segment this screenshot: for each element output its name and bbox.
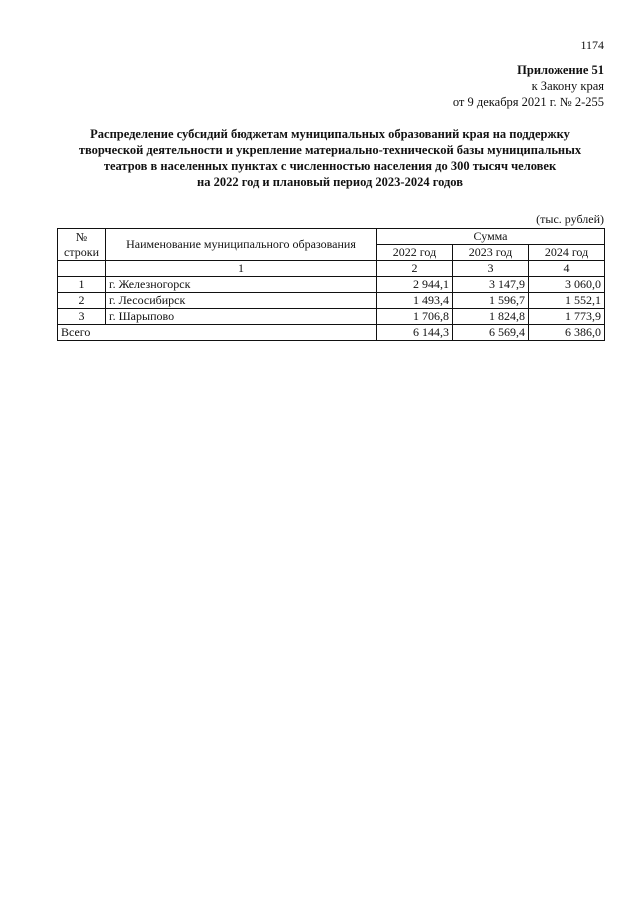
total-2023: 6 569,4 (453, 325, 529, 341)
municipality-name: г. Шарыпово (106, 309, 377, 325)
column-number-row (58, 261, 605, 277)
header-row-number (58, 229, 106, 261)
row-number: 3 (58, 309, 106, 325)
municipality-name: г. Железногорск (106, 277, 377, 293)
value-2022: 1 706,8 (377, 309, 453, 325)
total-2024: 6 386,0 (529, 325, 605, 341)
total-label: Всего (58, 325, 377, 341)
table-row (58, 277, 605, 293)
column-number: 3 (453, 261, 529, 277)
appendix-block (453, 62, 604, 110)
column-number: 2 (377, 261, 453, 277)
row-number: 2 (58, 293, 106, 309)
value-2024: 1 773,9 (529, 309, 605, 325)
title-line: театров в населенных пунктах с численностью населения до 300 тысяч человек (103, 159, 557, 173)
value-2023: 1 824,8 (453, 309, 529, 325)
header-year-2023: 2023 год (453, 245, 529, 261)
appendix-law-reference: к Закону края (531, 79, 604, 93)
total-row (58, 325, 605, 341)
title-line: творческой деятельности и укрепление материально-технической базы муниципальных (78, 143, 582, 157)
table-row (58, 293, 605, 309)
title-line: Распределение субсидий бюджетам муниципальных образований края на поддержку (90, 127, 570, 141)
table-row (58, 309, 605, 325)
header-row-number-line2: строки (64, 244, 99, 259)
header-sum: Сумма (377, 229, 605, 245)
page-number: 1174 (580, 38, 604, 52)
value-2023: 3 147,9 (453, 277, 529, 293)
total-2022: 6 144,3 (377, 325, 453, 341)
value-2022: 1 493,4 (377, 293, 453, 309)
appendix-law-date: от 9 декабря 2021 г. № 2-255 (452, 95, 604, 109)
value-2022: 2 944,1 (377, 277, 453, 293)
table-header-row (58, 229, 605, 245)
column-number: 1 (106, 261, 377, 277)
header-year-2024: 2024 год (529, 245, 605, 261)
appendix-title: Приложение 51 (517, 63, 604, 77)
title-line: на 2022 год и плановый период 2023-2024 годов (197, 175, 463, 189)
municipality-name: г. Лесосибирск (106, 293, 377, 309)
value-2024: 1 552,1 (529, 293, 605, 309)
header-year-2022: 2022 год (377, 245, 453, 261)
column-number-empty (58, 261, 106, 277)
column-number: 4 (529, 261, 605, 277)
subsidy-table (57, 228, 605, 341)
value-2023: 1 596,7 (453, 293, 529, 309)
header-row-number-line1: № (75, 229, 88, 244)
document-title (60, 126, 600, 190)
units-label: (тыс. рублей) (536, 212, 604, 226)
value-2024: 3 060,0 (529, 277, 605, 293)
row-number: 1 (58, 277, 106, 293)
header-municipality: Наименование муниципального образования (106, 229, 377, 261)
